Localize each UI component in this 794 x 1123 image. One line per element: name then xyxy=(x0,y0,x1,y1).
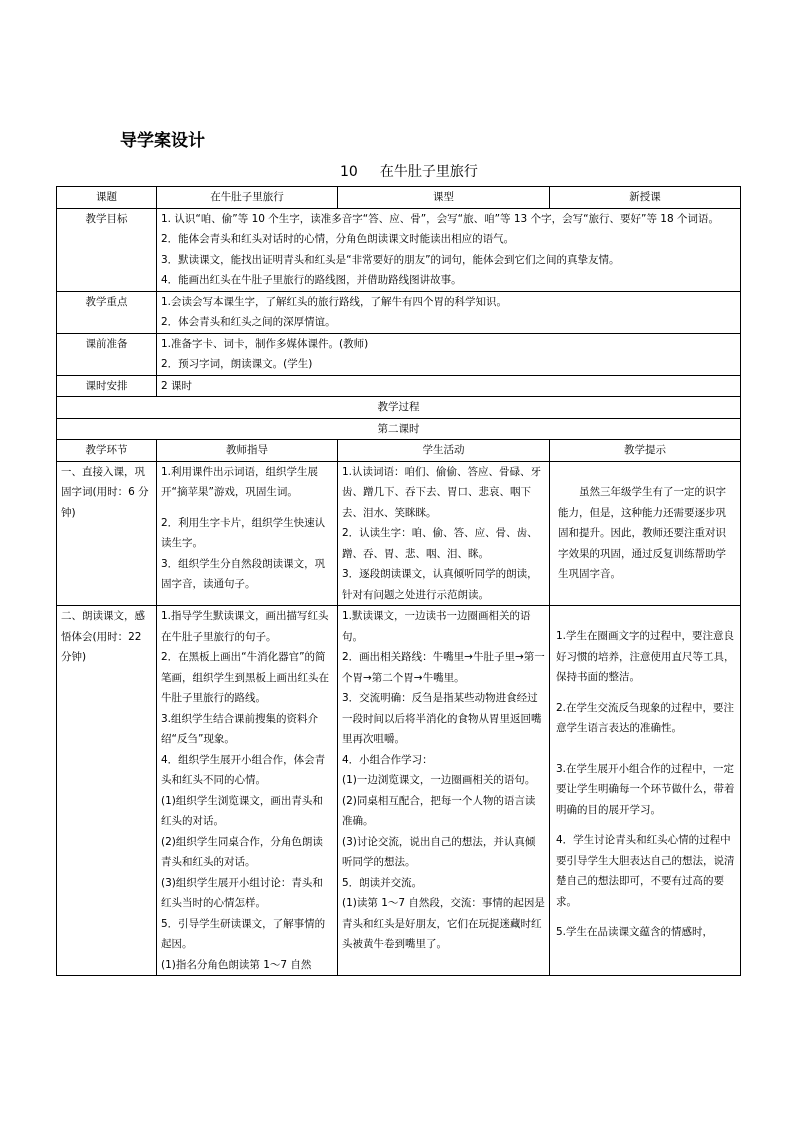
student-step: 1.默读课文，一边读书一边圈画相关的语句。 xyxy=(342,610,531,643)
teacher-step: 1.利用课件出示词语，组织学生展开“摘苹果”游戏，巩固生词。 xyxy=(161,465,319,498)
header-cell: 课题 xyxy=(57,187,157,209)
row-label: 教学目标 xyxy=(57,208,157,291)
key-points-content xyxy=(157,291,741,333)
stage-row xyxy=(57,606,741,976)
goals-content xyxy=(157,208,741,291)
column-header: 教学提示 xyxy=(550,440,741,462)
document-title: 导学案设计 xyxy=(120,131,205,151)
header-cell: 在牛肚子里旅行 xyxy=(157,187,338,209)
stage-row xyxy=(57,461,741,606)
goal-item: 4．能画出红头在牛肚子里旅行的路线图，并借助路线图讲故事。 xyxy=(161,274,462,286)
lesson-title xyxy=(340,161,478,181)
student-step: 5．朗读并交流。 xyxy=(342,876,423,889)
period-row xyxy=(57,418,741,440)
student-step: 4．小组合作学习： xyxy=(342,753,433,766)
header-cell: 新授课 xyxy=(550,187,741,209)
student-step: (3)讨论交流，说出自己的想法，并认真倾听同学的想法。 xyxy=(342,835,536,868)
student-step: (1)读第 1～7 自然段，交流：事情的起因是青头和红头是好朋友，它们在玩捉迷藏时红头被黄牛卷到嘴里了。 xyxy=(342,897,545,950)
row-label: 课时安排 xyxy=(57,375,157,397)
hint-text: 虽然三年级学生有了一定的识字能力，但是，这种能力还需要逐步巩固和提升。因此，教师还要注重对识字效果的巩固，通过反复训练帮助学生巩固字音。 xyxy=(558,486,726,580)
header-cell: 课型 xyxy=(338,187,550,209)
key-point-item: 2．体会青头和红头之间的深厚情谊。 xyxy=(161,316,336,328)
lesson-name: 在牛肚子里旅行 xyxy=(379,164,478,180)
goal-item: 3．默读课文，能找出证明青头和红头是“非常要好的朋友”的词句，能体会到它们之间的真挚友情。 xyxy=(161,253,620,266)
column-header: 教学环节 xyxy=(57,440,157,462)
hint-text: 4．学生讨论青头和红头心情的过程中要引导学生大胆表达自己的想法，说清楚自己的想法即可，不要有过高的要求。 xyxy=(556,834,735,908)
prep-content xyxy=(157,333,741,375)
teacher-step: (1)组织学生浏览课文，画出青头和红头的对话。 xyxy=(161,794,323,827)
hint-text: 2.在学生交流反刍现象的过程中，要注意学生语言表达的准确性。 xyxy=(556,701,735,734)
goals-row xyxy=(57,208,741,291)
teacher-step: (2)组织学生同桌合作，分角色朗读青头和红头的对话。 xyxy=(161,835,323,868)
lesson-plan-table xyxy=(56,186,741,976)
lesson-number: 10 xyxy=(340,164,358,180)
student-step: (1)一边浏览课文，一边圈画相关的语句。 xyxy=(342,774,536,786)
row-label: 课前准备 xyxy=(57,333,157,375)
prep-item: 1.准备字卡、词卡，制作多媒体课件。(教师) xyxy=(161,337,369,350)
student-step: 2．画出相关路线：牛嘴里→牛肚子里→第一个胃→第二个胃→牛嘴里。 xyxy=(342,651,545,684)
teacher-step: (3)组织学生展开小组讨论：青头和红头当时的心情怎样。 xyxy=(161,876,323,909)
goal-item: 1. 认识“咱、偷”等 10 个生字，读准多音字“答、应、骨”，会写“旅、咱”等 13 个字，会写“旅行、要好”等 18 个词语。 xyxy=(161,212,719,225)
goal-item: 2．能体会青头和红头对话时的心情，分角色朗读课文时能读出相应的语气。 xyxy=(161,233,515,245)
teacher-step: 5．引导学生研读课文，了解事情的起因。 xyxy=(161,917,326,950)
prep-item: 2．预习字词，朗读课文。(学生) xyxy=(161,358,313,370)
teacher-guidance xyxy=(157,461,338,606)
student-step: 3．交流明确：反刍是指某些动物进食经过一段时间以后将半消化的食物从胃里返回嘴里再次咀嚼。 xyxy=(342,692,542,745)
process-title: 教学过程 xyxy=(57,397,741,419)
teacher-step: 3.组织学生结合课前搜集的资料介绍“反刍”现象。 xyxy=(161,712,319,745)
row-label: 教学重点 xyxy=(57,291,157,333)
column-header-row xyxy=(57,440,741,462)
header-row xyxy=(57,187,741,209)
student-activity xyxy=(338,606,550,976)
teacher-step: 2．在黑板上画出“牛消化器官”的简笔画，组织学生到黑板上画出红头在牛肚子里旅行的路线。 xyxy=(161,651,329,704)
student-step: 2．认读生字：咱、偷、答、应、骨、齿、蹭、吞、胃、悲、咽、泪、眯。 xyxy=(342,527,538,560)
column-header: 教师指导 xyxy=(157,440,338,462)
teaching-hint xyxy=(550,461,741,606)
hint-text: 3.在学生展开小组合作的过程中，一定要让学生明确每一个环节做什么，带着明确的目的展开学习。 xyxy=(556,762,735,816)
hint-text: 5.学生在品读课文蕴含的情感时， xyxy=(556,926,714,938)
teacher-step: 4．组织学生展开小组合作，体会青头和红头不同的心情。 xyxy=(161,753,326,786)
teacher-step: 3．组织学生分自然段朗读课文，巩固字音，读通句子。 xyxy=(161,557,326,590)
student-activity xyxy=(338,461,550,606)
prep-row xyxy=(57,333,741,375)
key-point-item: 1.会读会写本课生字，了解红头的旅行路线，了解牛有四个胃的科学知识。 xyxy=(161,295,508,308)
teaching-hint xyxy=(550,606,741,976)
period-title: 第二课时 xyxy=(57,418,741,440)
student-step: 3．逐段朗读课文，认真倾听同学的朗读，针对有问题之处进行示范朗读。 xyxy=(342,568,538,601)
teacher-step: 1.指导学生默读课文，画出描写红头在牛肚子里旅行的句子。 xyxy=(161,610,329,643)
teacher-guidance xyxy=(157,606,338,976)
stage-name: 一、直接入课，巩固字词(用时：6 分钟) xyxy=(57,461,157,606)
schedule-value: 2 课时 xyxy=(157,375,741,397)
student-step: 1.认读词语：咱们、偷偷、答应、骨碌、牙齿、蹭几下、吞下去、胃口、悲哀、咽下去、泪水、笑眯眯。 xyxy=(342,465,542,519)
process-title-row xyxy=(57,397,741,419)
student-step: (2)同桌相互配合，把每一个人物的语言读准确。 xyxy=(342,794,536,827)
stage-name: 二、朗读课文，感悟体会(用时：22 分钟) xyxy=(57,606,157,976)
key-points-row xyxy=(57,291,741,333)
hint-text: 1.学生在圈画文字的过程中，要注意良好习惯的培养，注意使用直尺等工具，保持书面的整洁。 xyxy=(556,630,735,683)
teacher-step: 2．利用生字卡片，组织学生快速认读生字。 xyxy=(161,516,326,549)
teacher-step: (1)指名分角色朗读第 1～7 自然 xyxy=(161,958,312,971)
schedule-row xyxy=(57,375,741,397)
column-header: 学生活动 xyxy=(338,440,550,462)
